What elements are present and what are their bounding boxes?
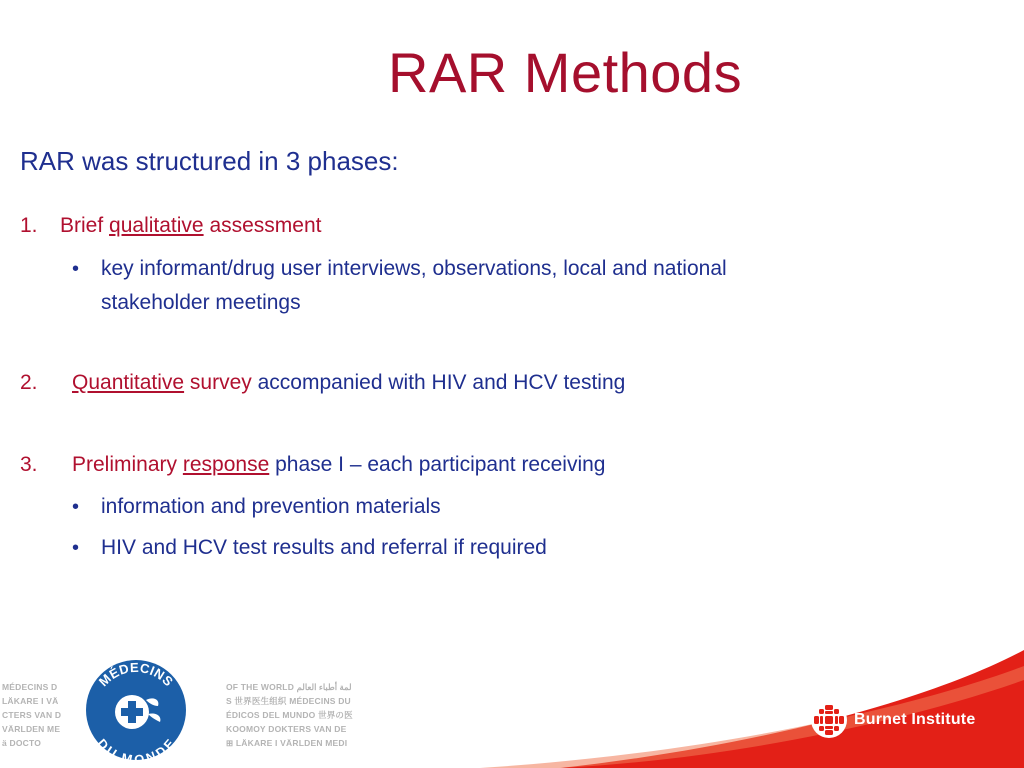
- mdm-text-line: LÄKARE I VÄ: [2, 696, 59, 706]
- phase-2-number: 2.: [20, 371, 38, 394]
- mdm-text-line: VÄRLDEN ME: [2, 724, 61, 734]
- phase-1-word-qualitative: qualitative: [109, 214, 204, 237]
- phase-3-rest: phase I – each participant receiving: [275, 453, 606, 476]
- mdm-text-line: S 世界医生组织 MÉDECINS DU: [226, 696, 351, 706]
- mdm-text-line: KOOΜΟΥ DOKTERS VAN DE: [226, 724, 347, 734]
- mdm-multilingual-text-right: [226, 680, 353, 750]
- mdm-text-line: MÉDECINS D: [2, 682, 58, 692]
- mdm-multilingual-text-left: [2, 680, 61, 750]
- intro-text: RAR was structured in 3 phases:: [20, 146, 399, 176]
- mdm-logo-top-text: MÉDECINS: [95, 659, 177, 690]
- medecins-du-monde-logo: [82, 656, 190, 764]
- phase-3-bullet-2: HIV and HCV test results and referral if required: [101, 536, 547, 559]
- mdm-text-line: ä DOCTO: [2, 738, 42, 748]
- burnet-globe-icon: [810, 701, 848, 739]
- phase-3-word-preliminary: Preliminary: [72, 453, 178, 476]
- phase-2-word-survey: survey: [189, 371, 252, 394]
- phase-1-word-brief: Brief: [60, 214, 104, 237]
- phase-3-word-response: response: [182, 453, 270, 476]
- footer-band: [0, 650, 1024, 768]
- burnet-institute-label: Burnet Institute: [854, 711, 976, 728]
- mdm-text-line: ÉDICOS DEL MUNDO 世界の医: [226, 710, 353, 720]
- bullet-icon: •: [72, 496, 80, 518]
- phase-1-bullet-line-2: stakeholder meetings: [101, 291, 301, 314]
- mdm-logo-bottom-text: DU MONDE: [94, 735, 178, 764]
- phase-2-rest: accompanied with HIV and HCV testing: [257, 371, 626, 394]
- phase-3-heading: [20, 453, 605, 477]
- phase-3-bullet-1: information and prevention materials: [101, 495, 441, 518]
- bullet-icon: •: [72, 537, 80, 559]
- mdm-text-line: CTERS VAN D: [2, 710, 62, 720]
- phase-1-number: 1.: [20, 214, 38, 237]
- phase-1-bullet: [101, 252, 727, 320]
- phase-2-word-quantitative: Quantitative: [72, 371, 185, 394]
- phase-1-word-assessment: assessment: [209, 214, 322, 237]
- mdm-text-line: OF THE WORLD لمة أطباء العالم: [226, 682, 352, 692]
- bullet-icon: •: [72, 258, 80, 280]
- phase-2-heading: [20, 371, 625, 395]
- phase-1-bullet-line-1: key informant/drug user interviews, observations, local and national: [101, 257, 727, 280]
- phase-3-number: 3.: [20, 453, 38, 476]
- phase-1-heading: [20, 214, 321, 238]
- slide-title: RAR Methods: [388, 41, 743, 104]
- mdm-text-line: ⊞ LÄKARE I VÄRLDEN MEDI: [226, 738, 348, 748]
- burnet-institute-logo: [810, 700, 975, 740]
